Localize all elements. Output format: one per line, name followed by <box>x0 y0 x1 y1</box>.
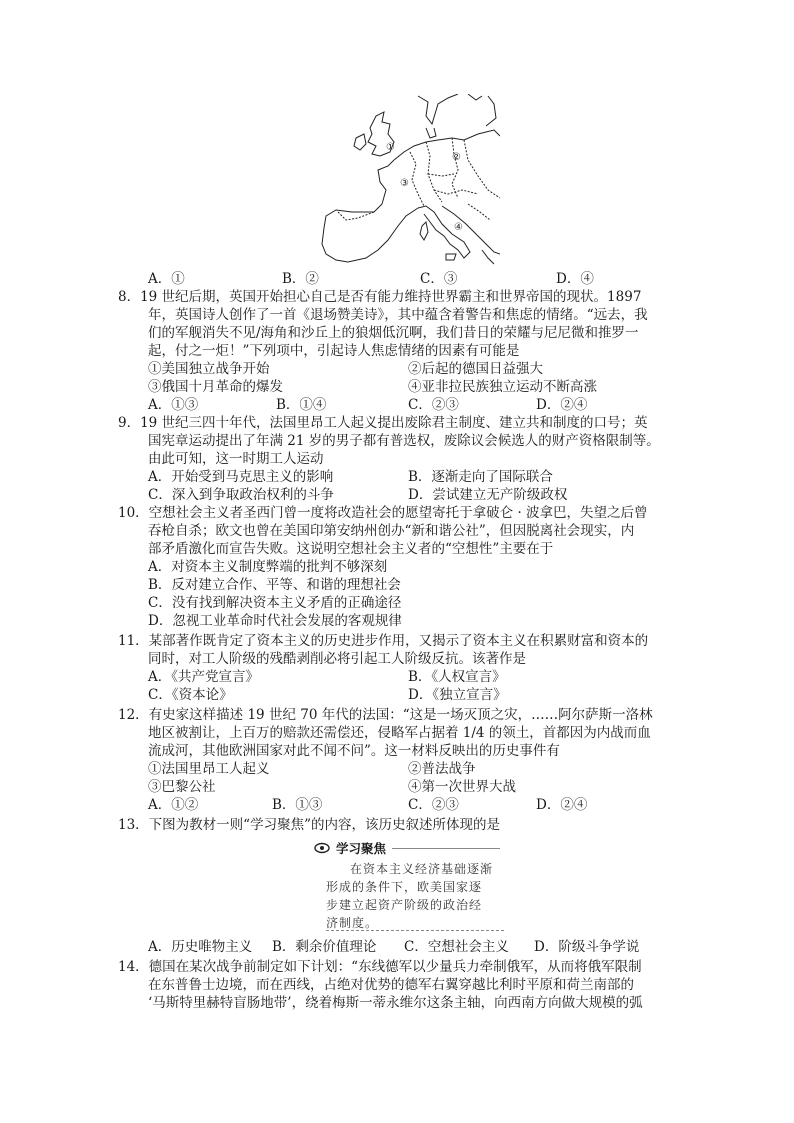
q13-option-d: D．阶级斗争学说 <box>534 939 640 955</box>
q11-line-1: 11．某部著作既肯定了资本主义的历史进步作用，又揭示了资本主义在积累财富和资本的 <box>118 633 649 649</box>
q9-option-b: B．逐渐走向了国际联合 <box>408 469 553 485</box>
q8-line-1: 8．19 世纪后期，英国开始担心自己是否有能力维持世界霸主和世界帝国的现状。1897 <box>118 289 642 305</box>
q12-item-1: ①法国里昂工人起义 <box>148 761 270 777</box>
q8-line-4: 起，付之一炬！”下列项中，引起诗人焦虑情绪的因素有可能是 <box>148 343 520 359</box>
study-focus-bottom-rule <box>326 930 504 931</box>
q13-line-1: 13．下图为教材一则“学习聚焦”的内容，该历史叙述所体现的是 <box>118 817 500 833</box>
study-focus-box <box>300 838 504 934</box>
q8-item-4: ④亚非拉民族独立运动不断高涨 <box>408 379 597 395</box>
q13-option-a: A．历史唯物主义 <box>148 939 253 955</box>
q7-option-b: B．② <box>282 271 319 287</box>
europe-map <box>318 94 500 266</box>
q10-line-3: 部矛盾激化而宣告失败。这说明空想社会主义者的“空想性”主要在于 <box>148 541 554 557</box>
study-focus-text-line-3: 步建立起资产阶级的政治经 <box>326 898 483 912</box>
q12-item-3: ③巴黎公社 <box>148 779 216 795</box>
q14-line-1: 14．德国在某次战争前制定如下计划：“东线德军以少量兵力牵制俄军，从而将俄军限制 <box>118 959 642 975</box>
q8-item-2: ②后起的德国日益强大 <box>408 361 543 377</box>
q8-option-a: A．①③ <box>148 397 199 413</box>
study-focus-rule <box>392 848 500 849</box>
q11-option-b: B．《人权宣言》 <box>408 669 506 685</box>
eye-icon <box>314 842 330 854</box>
q9-option-d: D．尝试建立无产阶级政权 <box>408 487 568 503</box>
map-label-2: ② <box>452 152 461 163</box>
q12-option-c: C．②③ <box>408 797 459 813</box>
q13-option-c: C．空想社会主义 <box>404 939 509 955</box>
study-focus-header <box>314 840 386 856</box>
q8-option-d: D．②④ <box>536 397 588 413</box>
q10-line-1: 10．空想社会主义者圣西门曾一度将改造社会的愿望寄托于拿破仑 · 波拿巴，失望之后曾 <box>118 505 648 521</box>
q12-option-b: B．①③ <box>272 797 323 813</box>
q12-line-1: 12．有史家这样描述 19 世纪 70 年代的法国：“这是一场灭顶之灾，……阿尔萨斯一洛林 <box>118 707 653 723</box>
q13-option-b: B．剩余价值理论 <box>272 939 377 955</box>
q10-option-d: D．忽视工业革命时代社会发展的客观规律 <box>148 613 402 629</box>
q12-option-d: D．②④ <box>536 797 588 813</box>
q12-option-a: A．①② <box>148 797 199 813</box>
study-focus-text-line-4: 济制度。 <box>326 916 379 930</box>
q7-option-d: D．④ <box>556 271 594 287</box>
study-focus-text-line-1: 在资本主义经济基础逐渐 <box>350 862 494 876</box>
q10-option-a: A．对资本主义制度弊端的批判不够深刻 <box>148 559 388 575</box>
q9-line-3: 由此可知，这一时期工人运动 <box>148 451 324 467</box>
study-focus-title: 学习聚焦 <box>336 841 387 856</box>
q11-line-2: 同时，对工人阶级的残酷剥削必将引起工人阶级反抗。该著作是 <box>148 651 526 667</box>
q14-line-3: ‘马斯特里赫特盲肠地带’，绕着梅斯一蒂永维尔这条主轴，向西南方向做大规模的弧 <box>148 995 643 1011</box>
q7-option-a: A．① <box>148 271 185 287</box>
q9-option-a: A．开始受到马克思主义的影响 <box>148 469 334 485</box>
q7-option-c: C．③ <box>420 271 458 287</box>
q11-option-d: D．《独立宣言》 <box>408 687 507 703</box>
q8-option-b: B．①④ <box>276 397 327 413</box>
q8-line-2: 年，英国诗人创作了一首《退场赞美诗》，其中蕴含着警告和焦虑的情绪。“远去，我 <box>148 307 648 323</box>
study-focus-text-line-2: 形成的条件下，欧美国家逐 <box>326 880 483 894</box>
q9-option-c: C．深入到争取政治权利的斗争 <box>148 487 334 503</box>
study-focus-text <box>326 860 504 932</box>
q10-option-c: C．没有找到解决资本主义矛盾的正确途径 <box>148 595 402 611</box>
q12-line-3: 流成河，其他欧洲国家对此不闻不问”。这一材料反映出的历史事件有 <box>148 743 560 759</box>
q8-item-1: ①美国独立战争开始 <box>148 361 270 377</box>
q11-option-c: C．《资本论》 <box>148 687 233 703</box>
map-label-4: ④ <box>454 222 463 233</box>
q14-line-2: 在东普鲁士边境，而在西线，占绝对优势的德军右翼穿越比利时平原和荷兰南部的 <box>148 977 634 993</box>
q8-line-3: 们的军舰消失不见/海角和沙丘上的狼烟低沉啊，我们昔日的荣耀与尼尼微和推罗一 <box>148 325 639 341</box>
map-label-1: ① <box>386 142 395 153</box>
q12-item-2: ②普法战争 <box>408 761 476 777</box>
q11-option-a: A．《共产党宣言》 <box>148 669 259 685</box>
map-label-3: ③ <box>400 178 409 189</box>
q12-item-4: ④第一次世界大战 <box>408 779 516 795</box>
q10-option-b: B．反对建立合作、平等、和谐的理想社会 <box>148 577 401 593</box>
q9-line-2: 国宪章运动提出了年满 21 岁的男子都有普选权，废除议会候选人的财产资格限制等。 <box>148 433 660 449</box>
q8-option-c: C．②③ <box>408 397 459 413</box>
q9-line-1: 9．19 世纪三四十年代，法国里昂工人起义提出废除君主制度、建立共和制度的口号；英 <box>118 415 648 431</box>
q8-item-3: ③俄国十月革命的爆发 <box>148 379 283 395</box>
q10-line-2: 吞枪自杀；欧文也曾在美国印第安纳州创办“新和谐公社”，但因脱离社会现实，内 <box>148 523 635 539</box>
q12-line-2: 地区被割让，上百万的赔款还需偿还，侵略军占据着 1/4 的领土，首都因为内战而血 <box>148 725 651 741</box>
